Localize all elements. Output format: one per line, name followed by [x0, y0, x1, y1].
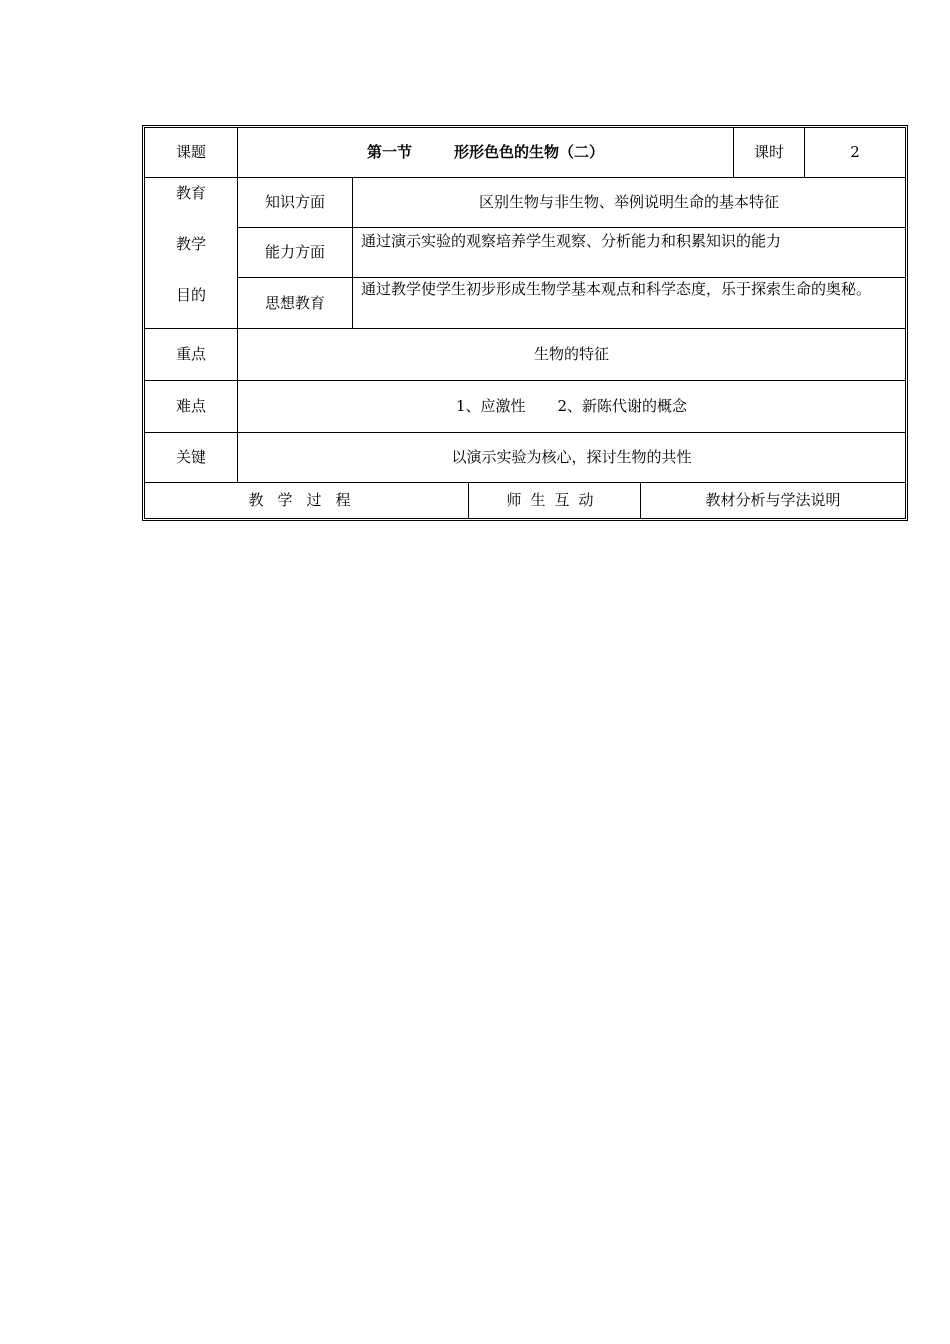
ability-text: 通过演示实验的观察培养学生观察、分析能力和积累知识的能力	[353, 228, 905, 278]
lesson-name: 形形色色的生物（二）	[454, 143, 605, 162]
interaction-header: 师生互动	[469, 483, 641, 518]
knowledge-label: 知识方面	[238, 178, 353, 228]
lesson-plan-table	[142, 125, 908, 521]
ideology-label: 思想教育	[238, 278, 353, 329]
objectives-label-line: 教学	[175, 234, 206, 253]
ability-label: 能力方面	[238, 228, 353, 278]
hours-value: 2	[805, 128, 905, 178]
knowledge-text: 区别生物与非生物、举例说明生命的基本特征	[353, 178, 905, 228]
difficulty-label: 难点	[145, 381, 238, 433]
analysis-header: 教材分析与学法说明	[705, 491, 841, 510]
key-point-text: 生物的特征	[238, 329, 905, 381]
lesson-title	[238, 128, 734, 178]
topic-label: 课题	[145, 128, 238, 178]
objectives-label	[145, 178, 238, 329]
objectives-label-line: 目的	[175, 285, 206, 304]
ideology-text: 通过教学使学生初步形成生物学基本观点和科学态度，乐于探索生命的奥秘。	[353, 278, 905, 329]
key-text: 以演示实验为核心，探讨生物的共性	[238, 433, 905, 483]
section-number: 第一节	[366, 143, 412, 162]
teaching-process-header: 教学过程	[145, 483, 469, 518]
key-label: 关键	[145, 433, 238, 483]
difficulty-text	[238, 381, 905, 433]
key-point-label: 重点	[145, 329, 238, 381]
hours-label: 课时	[734, 128, 805, 178]
difficulty-item: 1、应激性	[455, 397, 526, 416]
objectives-label-line: 教育	[175, 184, 206, 202]
difficulty-item: 2、新陈代谢的概念	[557, 397, 688, 416]
